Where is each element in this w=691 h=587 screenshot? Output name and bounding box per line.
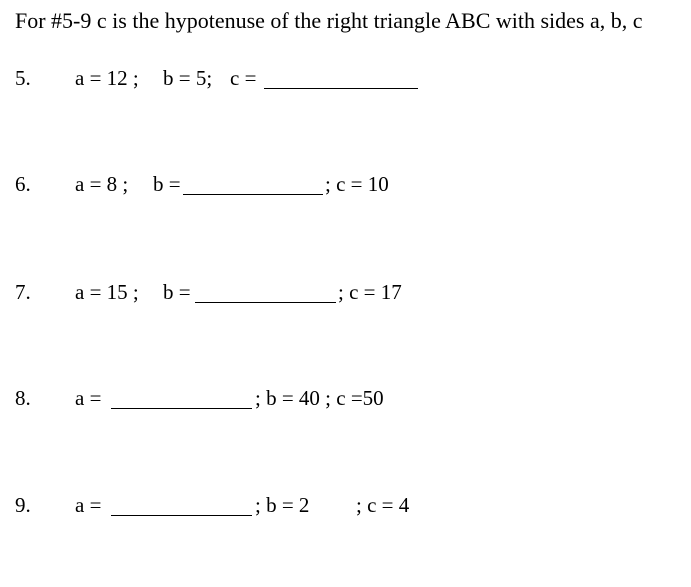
problem-number: 5. (15, 66, 31, 90)
given-b: b = 5; (163, 66, 213, 90)
answer-blank-b[interactable] (195, 302, 336, 303)
problem-number: 7. (15, 280, 31, 304)
answer-blank-c[interactable] (264, 88, 418, 89)
unknown-b-label: b = (163, 280, 191, 304)
unknown-b-label: b = (153, 172, 181, 196)
given-a: a = 8 ; (75, 172, 129, 196)
given-c: ; c = 17 (338, 280, 402, 304)
unknown-a-label: a = (75, 386, 102, 410)
problem-5 (0, 66, 691, 106)
problem-number: 8. (15, 386, 31, 410)
unknown-c-label: c = (230, 66, 257, 90)
given-a: a = 15 ; (75, 280, 139, 304)
given-b: ; b = 2 (255, 493, 310, 517)
answer-blank-a[interactable] (111, 515, 252, 516)
problem-6 (0, 172, 691, 212)
problem-7 (0, 280, 691, 320)
given-c: ; c = 4 (356, 493, 410, 517)
given-c: ; c = 10 (325, 172, 389, 196)
unknown-a-label: a = (75, 493, 102, 517)
problem-number: 9. (15, 493, 31, 517)
answer-blank-b[interactable] (183, 194, 323, 195)
given-a: a = 12 ; (75, 66, 139, 90)
problem-number: 6. (15, 172, 31, 196)
given-b-c: ; b = 40 ; c =50 (255, 386, 384, 410)
problem-9 (0, 493, 691, 533)
answer-blank-a[interactable] (111, 408, 252, 409)
problem-8 (0, 386, 691, 426)
instructions-text: For #5-9 c is the hypotenuse of the right triangle ABC with sides a, b, c (15, 8, 643, 33)
